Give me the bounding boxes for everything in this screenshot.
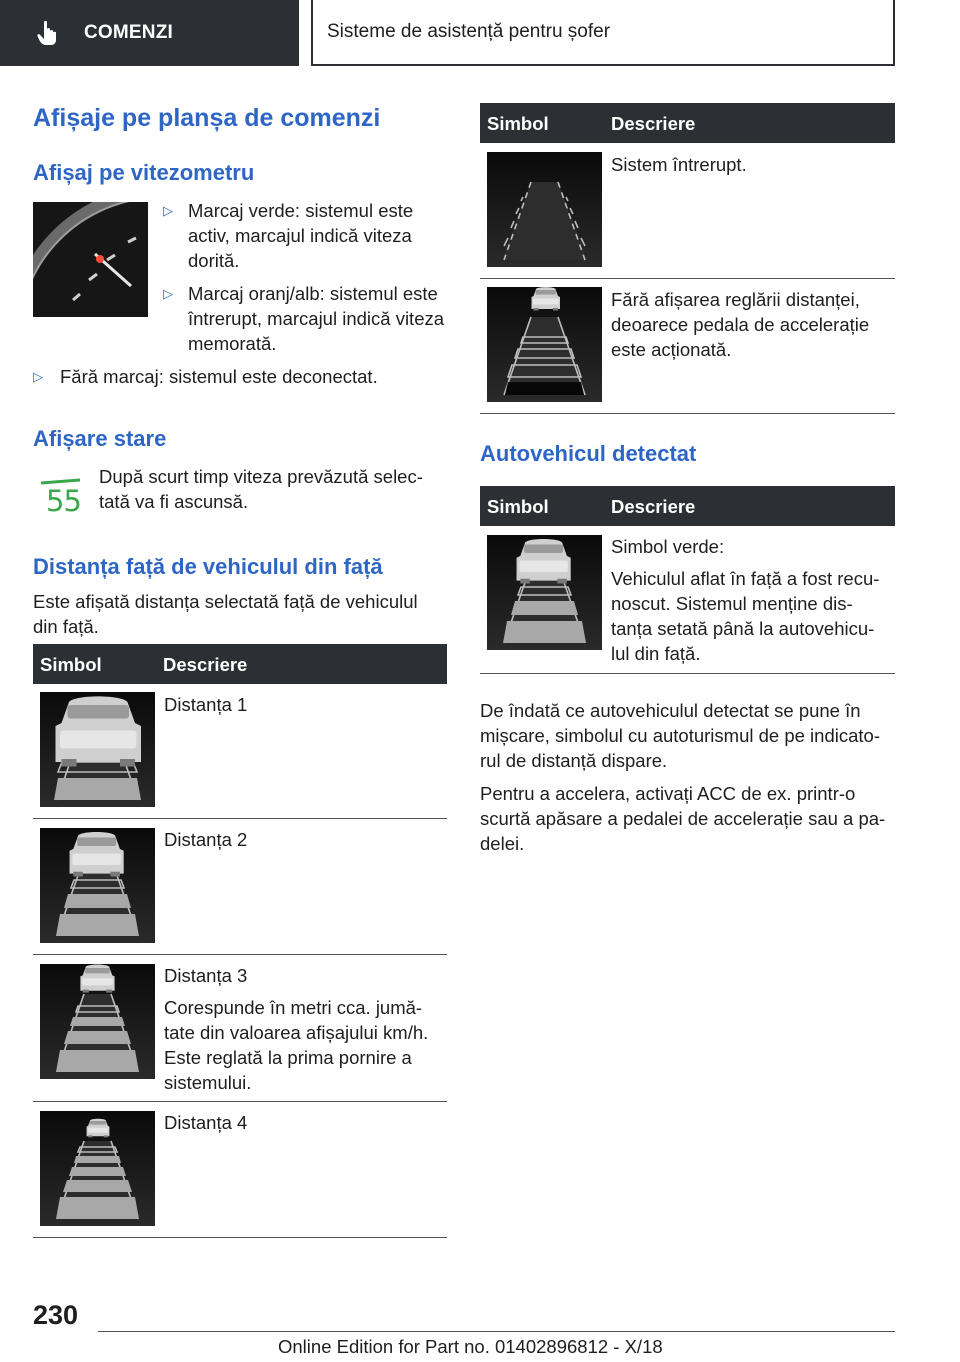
section-label: COMENZI xyxy=(84,22,174,43)
bullet-triangle-icon: ▷ xyxy=(163,203,173,218)
status-text: După scurt timp viteza prevăzută selec-tată va fi ascunsă. xyxy=(99,466,423,512)
table-cell-desc: Distanța 4 xyxy=(164,1112,248,1133)
detected-heading: Autovehicul detectat xyxy=(480,441,697,466)
chapter-label: Sisteme de asistență pentru șofer xyxy=(327,21,611,42)
section-tab[interactable] xyxy=(0,0,299,66)
col-symbol: Simbol xyxy=(487,113,549,134)
page-title: Afișaje pe planșa de comenzi xyxy=(33,104,381,132)
row-divider xyxy=(33,1101,447,1102)
speedo-item: Fără marcaj: sistemul este deconectat. xyxy=(60,366,378,387)
distance-intro: Este afișată distanța selectată față de vehiculul din față. xyxy=(33,591,418,637)
system-interrupted-symbol xyxy=(487,152,602,267)
status-heading: Afișare stare xyxy=(33,426,167,451)
distance-4-symbol xyxy=(40,1111,155,1226)
row-divider xyxy=(480,278,895,279)
col-symbol: Simbol xyxy=(487,496,549,517)
table-cell-desc: Simbol verde: xyxy=(611,536,725,557)
table-cell-desc: Sistem întrerupt. xyxy=(611,154,747,175)
hand-pointer-icon xyxy=(36,20,60,46)
table-header xyxy=(480,103,895,143)
table-header xyxy=(480,486,895,526)
row-divider xyxy=(480,673,895,674)
col-symbol: Simbol xyxy=(40,654,102,675)
distance-heading: Distanța față de vehiculul din față xyxy=(33,554,383,579)
speedometer-image xyxy=(33,202,148,317)
speedo-item: Marcaj verde: sistemul este activ, marcajul indică viteza dorită. xyxy=(188,200,414,271)
col-description: Descriere xyxy=(611,496,696,517)
page-number: 230 xyxy=(33,1300,79,1330)
footer-divider xyxy=(98,1331,895,1332)
paragraph: De îndată ce autovehiculul detectat se pune în mișcare, simbolul cu autoturismul de pe indicato-rul de distanță dispare. xyxy=(480,700,880,771)
table-header xyxy=(33,644,447,684)
bullet-triangle-icon: ▷ xyxy=(33,369,43,384)
table-cell-desc: Fără afișarea reglării distanței, deoarece pedala de accelerație este acționată. xyxy=(611,289,870,360)
table-cell-desc: Distanța 1 xyxy=(164,694,248,715)
speedo-item: Marcaj oranj/alb: sistemul este întrerupt, marcajul indică viteza memorată. xyxy=(188,283,445,354)
col-description: Descriere xyxy=(163,654,248,675)
distance-3-symbol xyxy=(40,964,155,1079)
distance-1-symbol xyxy=(40,692,155,807)
table-cell-note: Corespunde în metri cca. jumă-tate din valoarea afișajului km/h. Este reglată la prima pornire a sistemului. xyxy=(164,997,429,1093)
row-divider xyxy=(33,954,447,955)
row-divider xyxy=(33,818,447,819)
table-cell-desc: Distanța 2 xyxy=(164,829,248,850)
row-divider xyxy=(480,413,895,414)
footer-edition: Online Edition for Part no. 01402896812 - X/18 xyxy=(278,1336,663,1357)
chapter-title xyxy=(311,0,895,66)
distance-2-symbol xyxy=(40,828,155,943)
accelerator-pressed-symbol xyxy=(487,287,602,402)
col-description: Descriere xyxy=(611,113,696,134)
vehicle-detected-symbol xyxy=(487,535,602,650)
speed-status-icon xyxy=(33,472,88,520)
row-divider xyxy=(33,1237,447,1238)
paragraph: Pentru a accelera, activați ACC de ex. printr-o scurtă apăsare a pedalei de accelerație sau a pa-delei. xyxy=(480,783,886,854)
table-cell-note: Vehiculul aflat în față a fost recu-noscut. Sistemul menține dis-tanța setată până la autovehicu-lul din față. xyxy=(611,568,880,664)
speedo-heading: Afișaj pe vitezometru xyxy=(33,160,255,185)
bullet-triangle-icon: ▷ xyxy=(163,286,173,301)
speed-status-number: 55 xyxy=(46,484,81,518)
table-cell-desc: Distanța 3 xyxy=(164,965,248,986)
